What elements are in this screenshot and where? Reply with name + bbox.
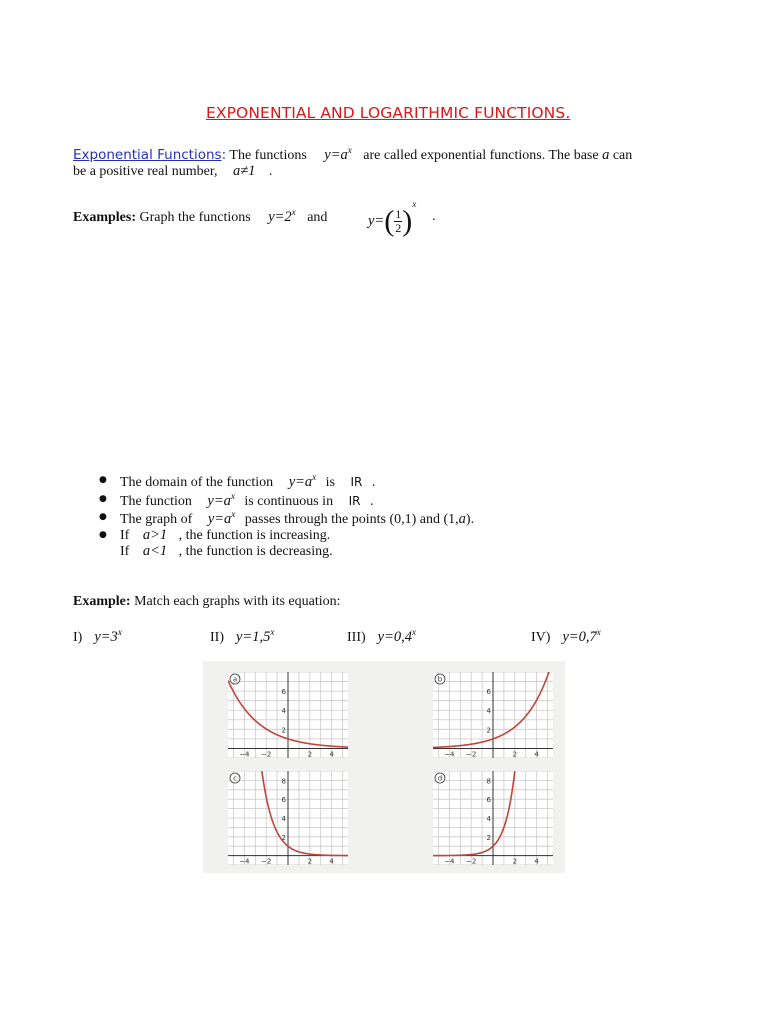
bullet-points: The graph of $y=a^x$ passes through the points (0,1) and (1,a). <box>120 509 475 527</box>
graph-label: c <box>233 774 237 783</box>
x-tick-label: 4 <box>534 857 539 865</box>
example-label: Example: <box>73 594 131 609</box>
x-tick-label: 2 <box>512 857 518 865</box>
intro-line-2 <box>73 163 272 180</box>
y-tick-label: 4 <box>486 707 491 716</box>
x-tick-label: −4 <box>444 750 455 758</box>
x-tick-label: 2 <box>307 857 313 865</box>
bullet-icon: ● <box>99 512 107 522</box>
fraction: $\frac{1}{2}$ <box>395 207 402 236</box>
bullet-icon: ● <box>99 475 107 485</box>
y-tick-label: 4 <box>486 815 491 823</box>
x-tick-label: −2 <box>466 750 477 758</box>
bullet-domain: The domain of the function $y=a^x$ is IR . <box>120 472 376 490</box>
examples-label: Examples: <box>73 210 136 225</box>
option-3: III) $y=0,4^x$ <box>347 627 417 645</box>
y-tick-label: 4 <box>281 815 286 823</box>
y-tick-label: 4 <box>281 707 286 716</box>
y-tick-label: 6 <box>281 688 286 697</box>
y-tick-label: 6 <box>486 688 491 697</box>
intro-text-1: The functions <box>229 148 307 163</box>
x-tick-label: 4 <box>329 857 334 865</box>
graph-c <box>228 771 348 865</box>
intro-condition: a≠1 <box>232 163 256 179</box>
intro-a: a <box>602 147 610 163</box>
x-tick-label: −4 <box>239 857 250 865</box>
y-tick-label: 2 <box>281 833 286 842</box>
intro-line-1 <box>73 145 632 164</box>
intro-dot: . <box>268 164 273 179</box>
graph-b <box>433 672 553 758</box>
bullet-continuous: The function $y=a^x$ is continuous in IR . <box>120 491 374 509</box>
option-2: II) $y=1,5^x$ <box>210 627 275 645</box>
graphs-panel <box>203 661 565 873</box>
intro-label: Exponential Functions <box>73 147 222 163</box>
y-tick-label: 8 <box>281 777 286 786</box>
examples-f2: y=( $\frac{1}{2})^x$ <box>368 199 417 238</box>
option-4: IV) $y=0,7^x$ <box>531 627 601 645</box>
examples-and: and <box>307 210 328 225</box>
x-tick-label: −2 <box>261 857 272 865</box>
graph-d <box>433 771 553 865</box>
y-tick-label: 6 <box>486 796 491 805</box>
x-tick-label: 2 <box>512 750 518 758</box>
bullet-icon: ● <box>99 494 107 504</box>
intro-colon: : <box>221 147 227 163</box>
examples-dot: . <box>432 209 436 224</box>
examples-f1: $y=2^x$ <box>268 207 296 225</box>
x-tick-label: −2 <box>466 857 477 865</box>
x-tick-label: 4 <box>534 750 539 758</box>
intro-line2-text: be a positive real number, <box>73 164 218 179</box>
bullet-increasing: If a>1 , the function is increasing. <box>120 527 331 543</box>
examples-line <box>73 207 327 226</box>
intro-text-3: can <box>612 148 633 163</box>
graph-label: b <box>437 675 443 684</box>
x-tick-label: 4 <box>329 750 334 758</box>
x-tick-label: 2 <box>307 750 313 758</box>
x-tick-label: −2 <box>261 750 272 758</box>
x-tick-label: −4 <box>444 857 455 865</box>
graph-label: a <box>232 675 238 684</box>
page-title: EXPONENTIAL AND LOGARITHMIC FUNCTIONS. <box>206 104 571 122</box>
line-decreasing: If a<1 , the function is decreasing. <box>120 543 333 559</box>
intro-formula: $y=a^x$ <box>324 145 352 163</box>
graph-label: d <box>437 774 443 783</box>
y-tick-label: 8 <box>486 777 491 786</box>
x-tick-label: −4 <box>239 750 250 758</box>
graph-a <box>228 672 348 758</box>
example-text: Match each graphs with its equation: <box>134 594 341 609</box>
y-tick-label: 2 <box>281 726 286 735</box>
y-tick-label: 2 <box>486 726 491 735</box>
examples-text: Graph the functions <box>139 210 251 225</box>
y-tick-label: 6 <box>281 796 286 805</box>
intro-text-2: are called exponential functions. The base <box>363 148 599 163</box>
example-line <box>73 594 341 610</box>
bullet-icon: ● <box>99 530 107 540</box>
option-1: I) $y=3^x$ <box>73 627 122 645</box>
y-tick-label: 2 <box>486 833 491 842</box>
